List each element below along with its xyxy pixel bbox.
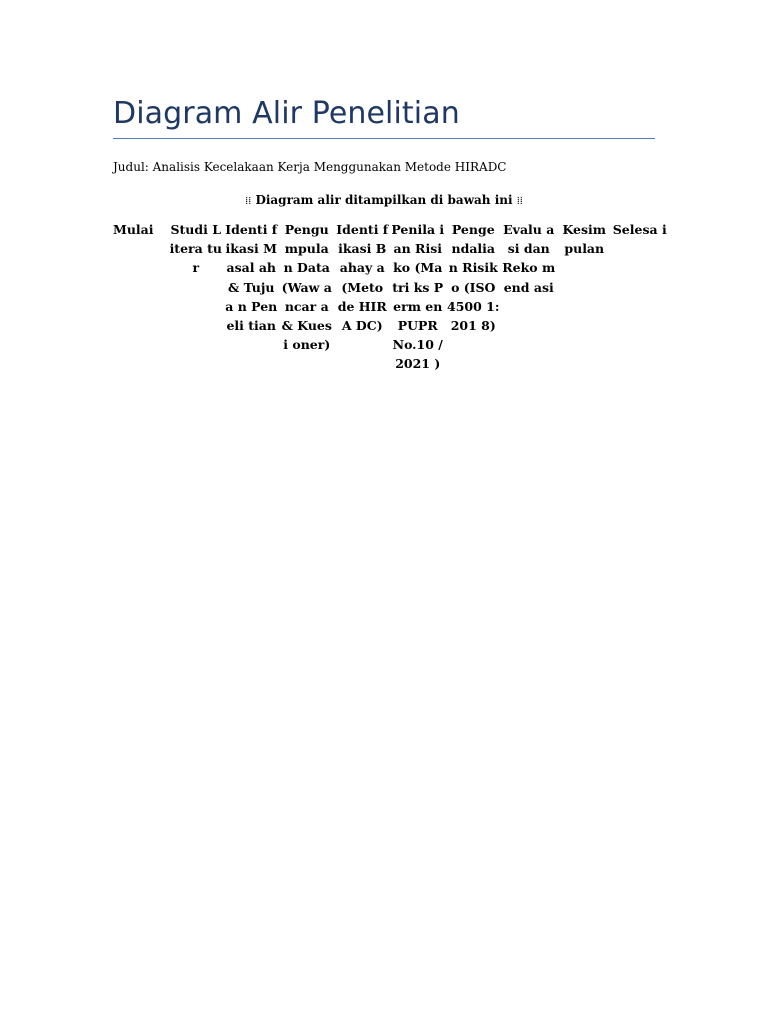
flow-step-pengendalian-risiko: Penge ndalia n Risiko (ISO 4500 1:201 8) <box>447 222 500 334</box>
flow-step-pengumpulan-data: Pengu mpula n Data (Waw ancar a & Kuesi oner) <box>281 222 332 353</box>
flow-step-identifikasi-bahaya: Identi fikasi Bahay a (Meto de HIRA DC) <box>336 222 389 334</box>
arrow-left-icon: ⁞⁞ <box>245 194 252 207</box>
flow-step-kesimpulan: Kesim pulan <box>562 222 607 257</box>
flow-note-text: Diagram alir ditampilkan di bawah ini <box>251 193 517 207</box>
flow-step-studi-literatur: Studi Litera tur <box>169 222 222 276</box>
flow-step-evaluasi: Evalu asi dan Reko mend asi <box>502 222 556 295</box>
flow-steps-row <box>111 220 668 374</box>
flow-step-selesai: Selesa i <box>612 222 667 237</box>
document-page <box>113 0 667 374</box>
document-subtitle: Judul: Analisis Kecelakaan Kerja Menggunakan Metode HIRADC <box>113 160 507 174</box>
flow-step-mulai: Mulai <box>113 222 154 237</box>
flow-steps-table <box>111 220 668 374</box>
arrow-right-icon: ⁞⁞ <box>516 194 523 207</box>
title-underline <box>113 138 655 139</box>
flow-step-identifikasi-masalah: Identi fikasi Masal ah & Tujua n Peneli tian <box>225 222 278 334</box>
flow-diagram-note <box>113 192 655 209</box>
flow-step-penilaian-risiko: Penila ian Risiko (Matri ks Perm en PUPR No.10 /2021 ) <box>391 222 445 372</box>
document-title: Diagram Alir Penelitian <box>113 96 460 131</box>
